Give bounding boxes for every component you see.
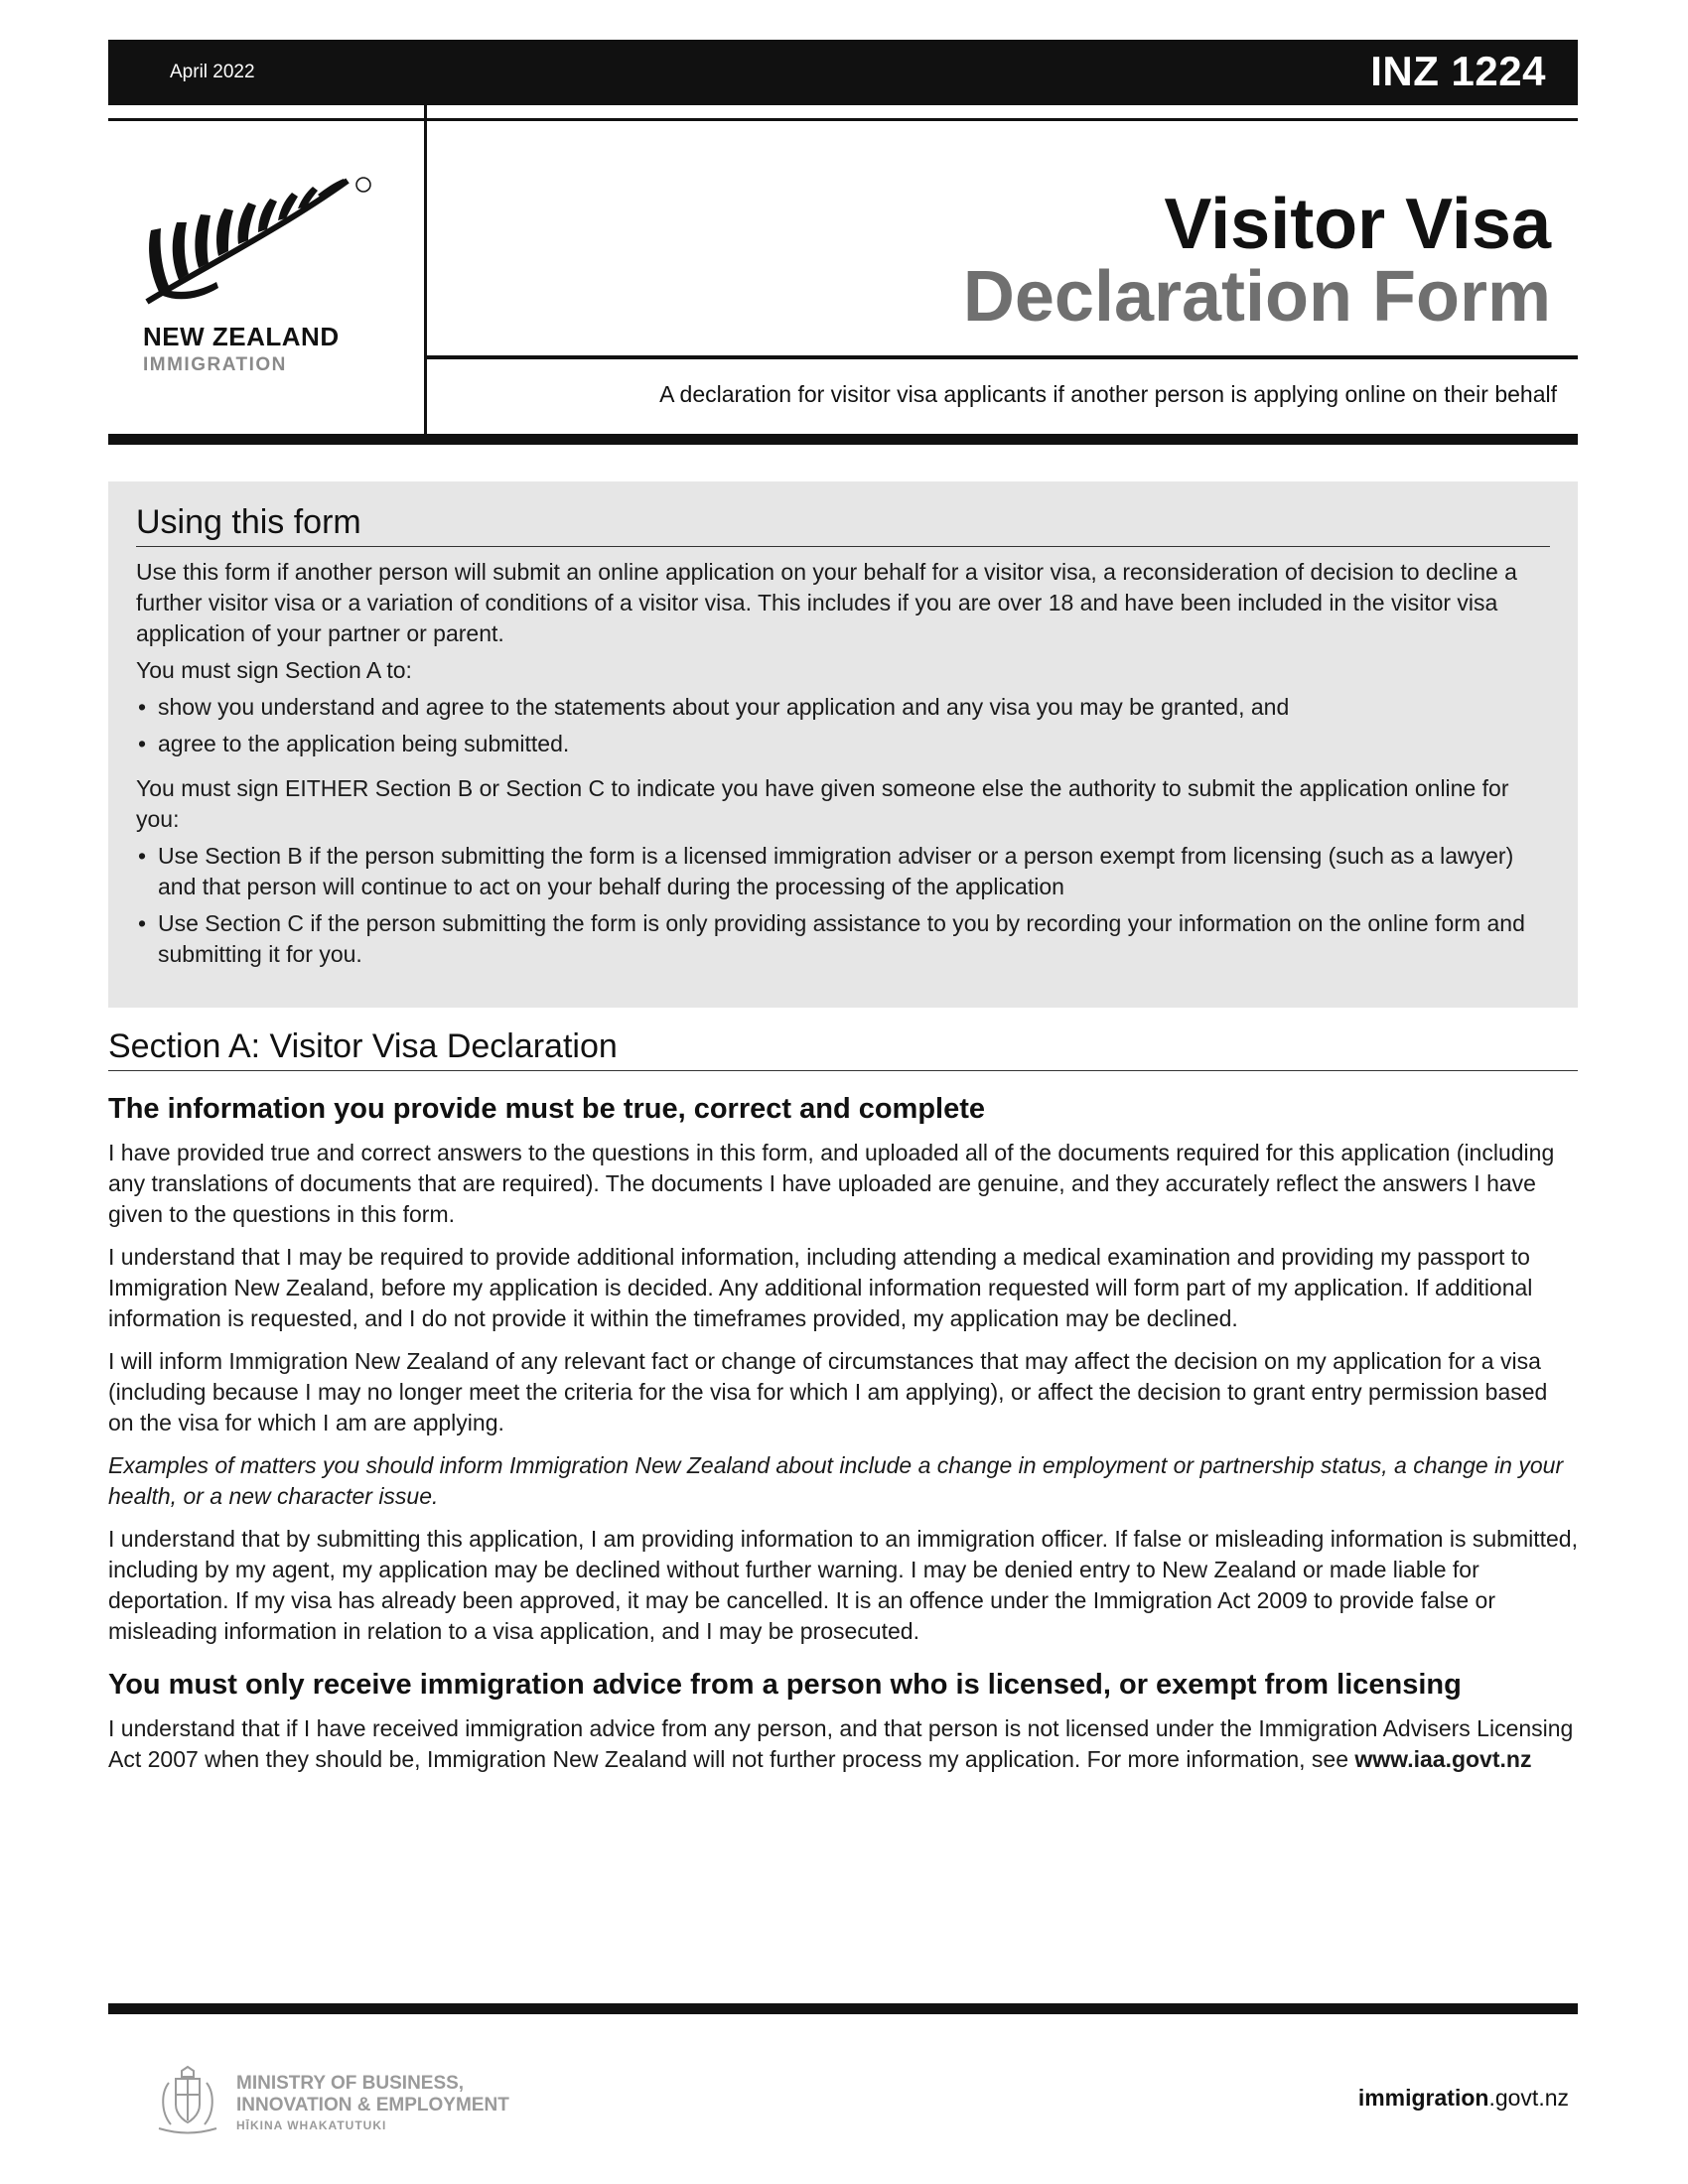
bullet-icon: • [138, 843, 147, 869]
bullet-icon: • [138, 910, 147, 936]
list-item-text: Use Section C if the person submitting the form is only providing assistance to you by recording your information on the online form and submitting it for you. [158, 910, 1525, 967]
nz-immigration-logo [139, 171, 377, 379]
footer-rule [108, 2003, 1578, 2014]
using-this-form-heading: Using this form [136, 503, 1550, 547]
using-this-form-box [108, 481, 1578, 1008]
footer-website[interactable] [1358, 2085, 1569, 2112]
examples-note: Examples of matters you should inform Immigration New Zealand about include a change in employment or partnership status, a change in your health, or a new character issue. [108, 1452, 1564, 1509]
mbie-logo [149, 2065, 526, 2136]
coat-of-arms-icon [149, 2065, 226, 2136]
list-item [136, 841, 1550, 902]
declaration-paragraph: I understand that I may be required to provide additional information, including attending a medical examination and providing my passport to Immigration New Zealand, before my application is decided. Any additional information requested will form part of my application. If additional information is requested, and I do not provide it within the timeframes provided, my application may be declined. [108, 1244, 1533, 1331]
advice-paragraph-text: I understand that if I have received immigration advice from any person, and that person is not licensed under the Immigration Advisers Licensing Act 2007 when they should be, Immigration New Zealand will not further process my application. For more information, see [108, 1715, 1574, 1772]
truthful-info-subheading: The information you provide must be true, correct and complete [108, 1093, 986, 1125]
mbie-name-line2: INNOVATION & EMPLOYMENT [236, 2095, 509, 2116]
section-a-heading: Section A: Visitor Visa Declaration [108, 1027, 1578, 1071]
form-date: April 2022 [170, 62, 255, 82]
mbie-maori-name: HĪKINA WHAKATUTUKI [236, 2118, 387, 2132]
header-bar [108, 40, 1578, 105]
declaration-paragraph: I understand that by submitting this application, I am providing information to an immigration officer. If false or misleading information is submitted, including by my agent, my application may be declined without further warning. I may be denied entry to New Zealand or made liable for deportation. If my visa has already been approved, it may be cancelled. It is an offence under the Immigration Act 2009 to provide false or misleading information in relation to a visa application, and I may be prosecuted. [108, 1526, 1578, 1644]
section-b-c-instruction: You must sign EITHER Section B or Section C to indicate you have given someone else the authority to submit the application online for you: [136, 775, 1509, 832]
advice-paragraph [108, 1713, 1578, 1775]
section-a [108, 1027, 1578, 1775]
bullet-icon: • [138, 731, 147, 756]
bullet-icon: • [138, 694, 147, 720]
footer-website-bold: immigration [1357, 2085, 1489, 2111]
page-title: Visitor Visa [1164, 185, 1551, 264]
mbie-name-line1: MINISTRY OF BUSINESS, [236, 2073, 465, 2094]
section-a-instruction: You must sign Section A to: [136, 657, 412, 683]
declaration-paragraph: I will inform Immigration New Zealand of any relevant fact or change of circumstances that may affect the decision on my application for a visa (including because I may no longer meet the criteria for the visa for which I am applying), or affect the decision to grant entry permission based on the visa for which I am are applying. [108, 1348, 1548, 1435]
page-subtitle: A declaration for visitor visa applicants if another person is applying online on their behalf [659, 381, 1557, 407]
list-item-text: agree to the application being submitted. [158, 731, 570, 756]
list-item-text: show you understand and agree to the statements about your application and any visa you may be granted, and [158, 694, 1290, 720]
list-item [136, 692, 1550, 723]
list-item [136, 908, 1550, 970]
title-divider [427, 355, 1578, 359]
header-divider [108, 118, 1578, 121]
silver-fern-icon [139, 171, 377, 320]
declaration-paragraph: I have provided true and correct answers to the questions in this form, and uploaded all of the documents required for this application (including any translations of documents that are required). The documents I have uploaded are genuine, and they accurately reflect the answers I have given to the questions in this form. [108, 1140, 1555, 1227]
header-thick-rule [108, 434, 1578, 445]
licensed-advice-subheading: You must only receive immigration advice from a person who is licensed, or exempt from licensing [108, 1669, 1462, 1701]
footer-website-domain: .govt.nz [1488, 2085, 1569, 2111]
header-vertical-divider [424, 105, 427, 437]
iaa-link[interactable]: www.iaa.govt.nz [1354, 1746, 1532, 1772]
form-number: INZ 1224 [1370, 48, 1546, 94]
logo-wordmark-new-zealand: NEW ZEALAND [143, 322, 340, 351]
list-item [136, 729, 1550, 759]
using-form-intro: Use this form if another person will submit an online application on your behalf for a visitor visa, a reconsideration of decision to decline a further visitor visa or a variation of conditions of a visitor visa. This includes if you are over 18 and have been included in the visitor visa application of your partner or parent. [136, 559, 1517, 646]
logo-wordmark-immigration: IMMIGRATION [143, 354, 287, 375]
page-title-secondary: Declaration Form [962, 257, 1551, 337]
list-item-text: Use Section B if the person submitting the form is a licensed immigration adviser or a person exempt from licensing (such as a lawyer) and that person will continue to act on your behalf during the processing of the application [158, 843, 1514, 899]
